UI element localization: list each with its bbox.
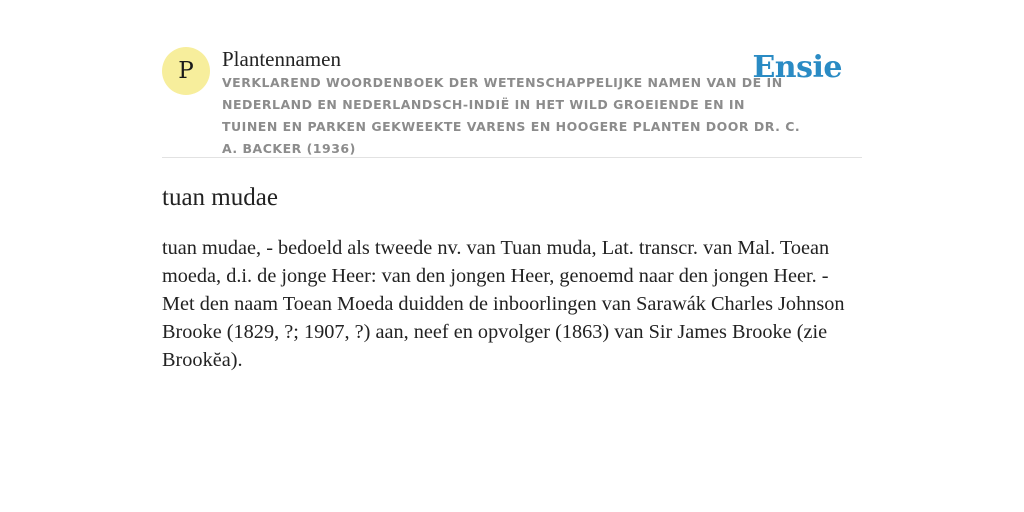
source-header bbox=[162, 40, 862, 158]
source-description: VERKLAREND WOORDENBOEK DER WETENSCHAPPELIJKE NAMEN VAN DE IN NEDERLAND EN NEDERLANDSCH-INDIË IN HET WILD GROEIENDE EN IN TUINEN EN PARKEN GEKWEEKTE VARENS EN HOOGERE PLANTEN DOOR DR. C. A. BACKER (1936) bbox=[222, 75, 801, 156]
entry-card bbox=[162, 40, 862, 374]
source-name[interactable]: Plantennamen bbox=[222, 47, 341, 71]
entry-title: tuan mudae bbox=[162, 184, 278, 211]
brand-logo-link[interactable]: Ensie bbox=[752, 50, 842, 85]
source-avatar[interactable]: P bbox=[162, 47, 210, 95]
entry-definition: tuan mudae, - bedoeld als tweede nv. van Tuan muda, Lat. transcr. van Mal. Toean moeda, d.i. de jonge Heer: van den jongen Heer, genoemd naar den jongen Heer. - Met den naam Toean Moeda duidden de inboorlingen van Sarawák Charles Johnson Brooke (1829, ?; 1907, ?) aan, neef en opvolger (1863) van Sir James Brooke (zie Brookĕa). bbox=[162, 237, 845, 371]
